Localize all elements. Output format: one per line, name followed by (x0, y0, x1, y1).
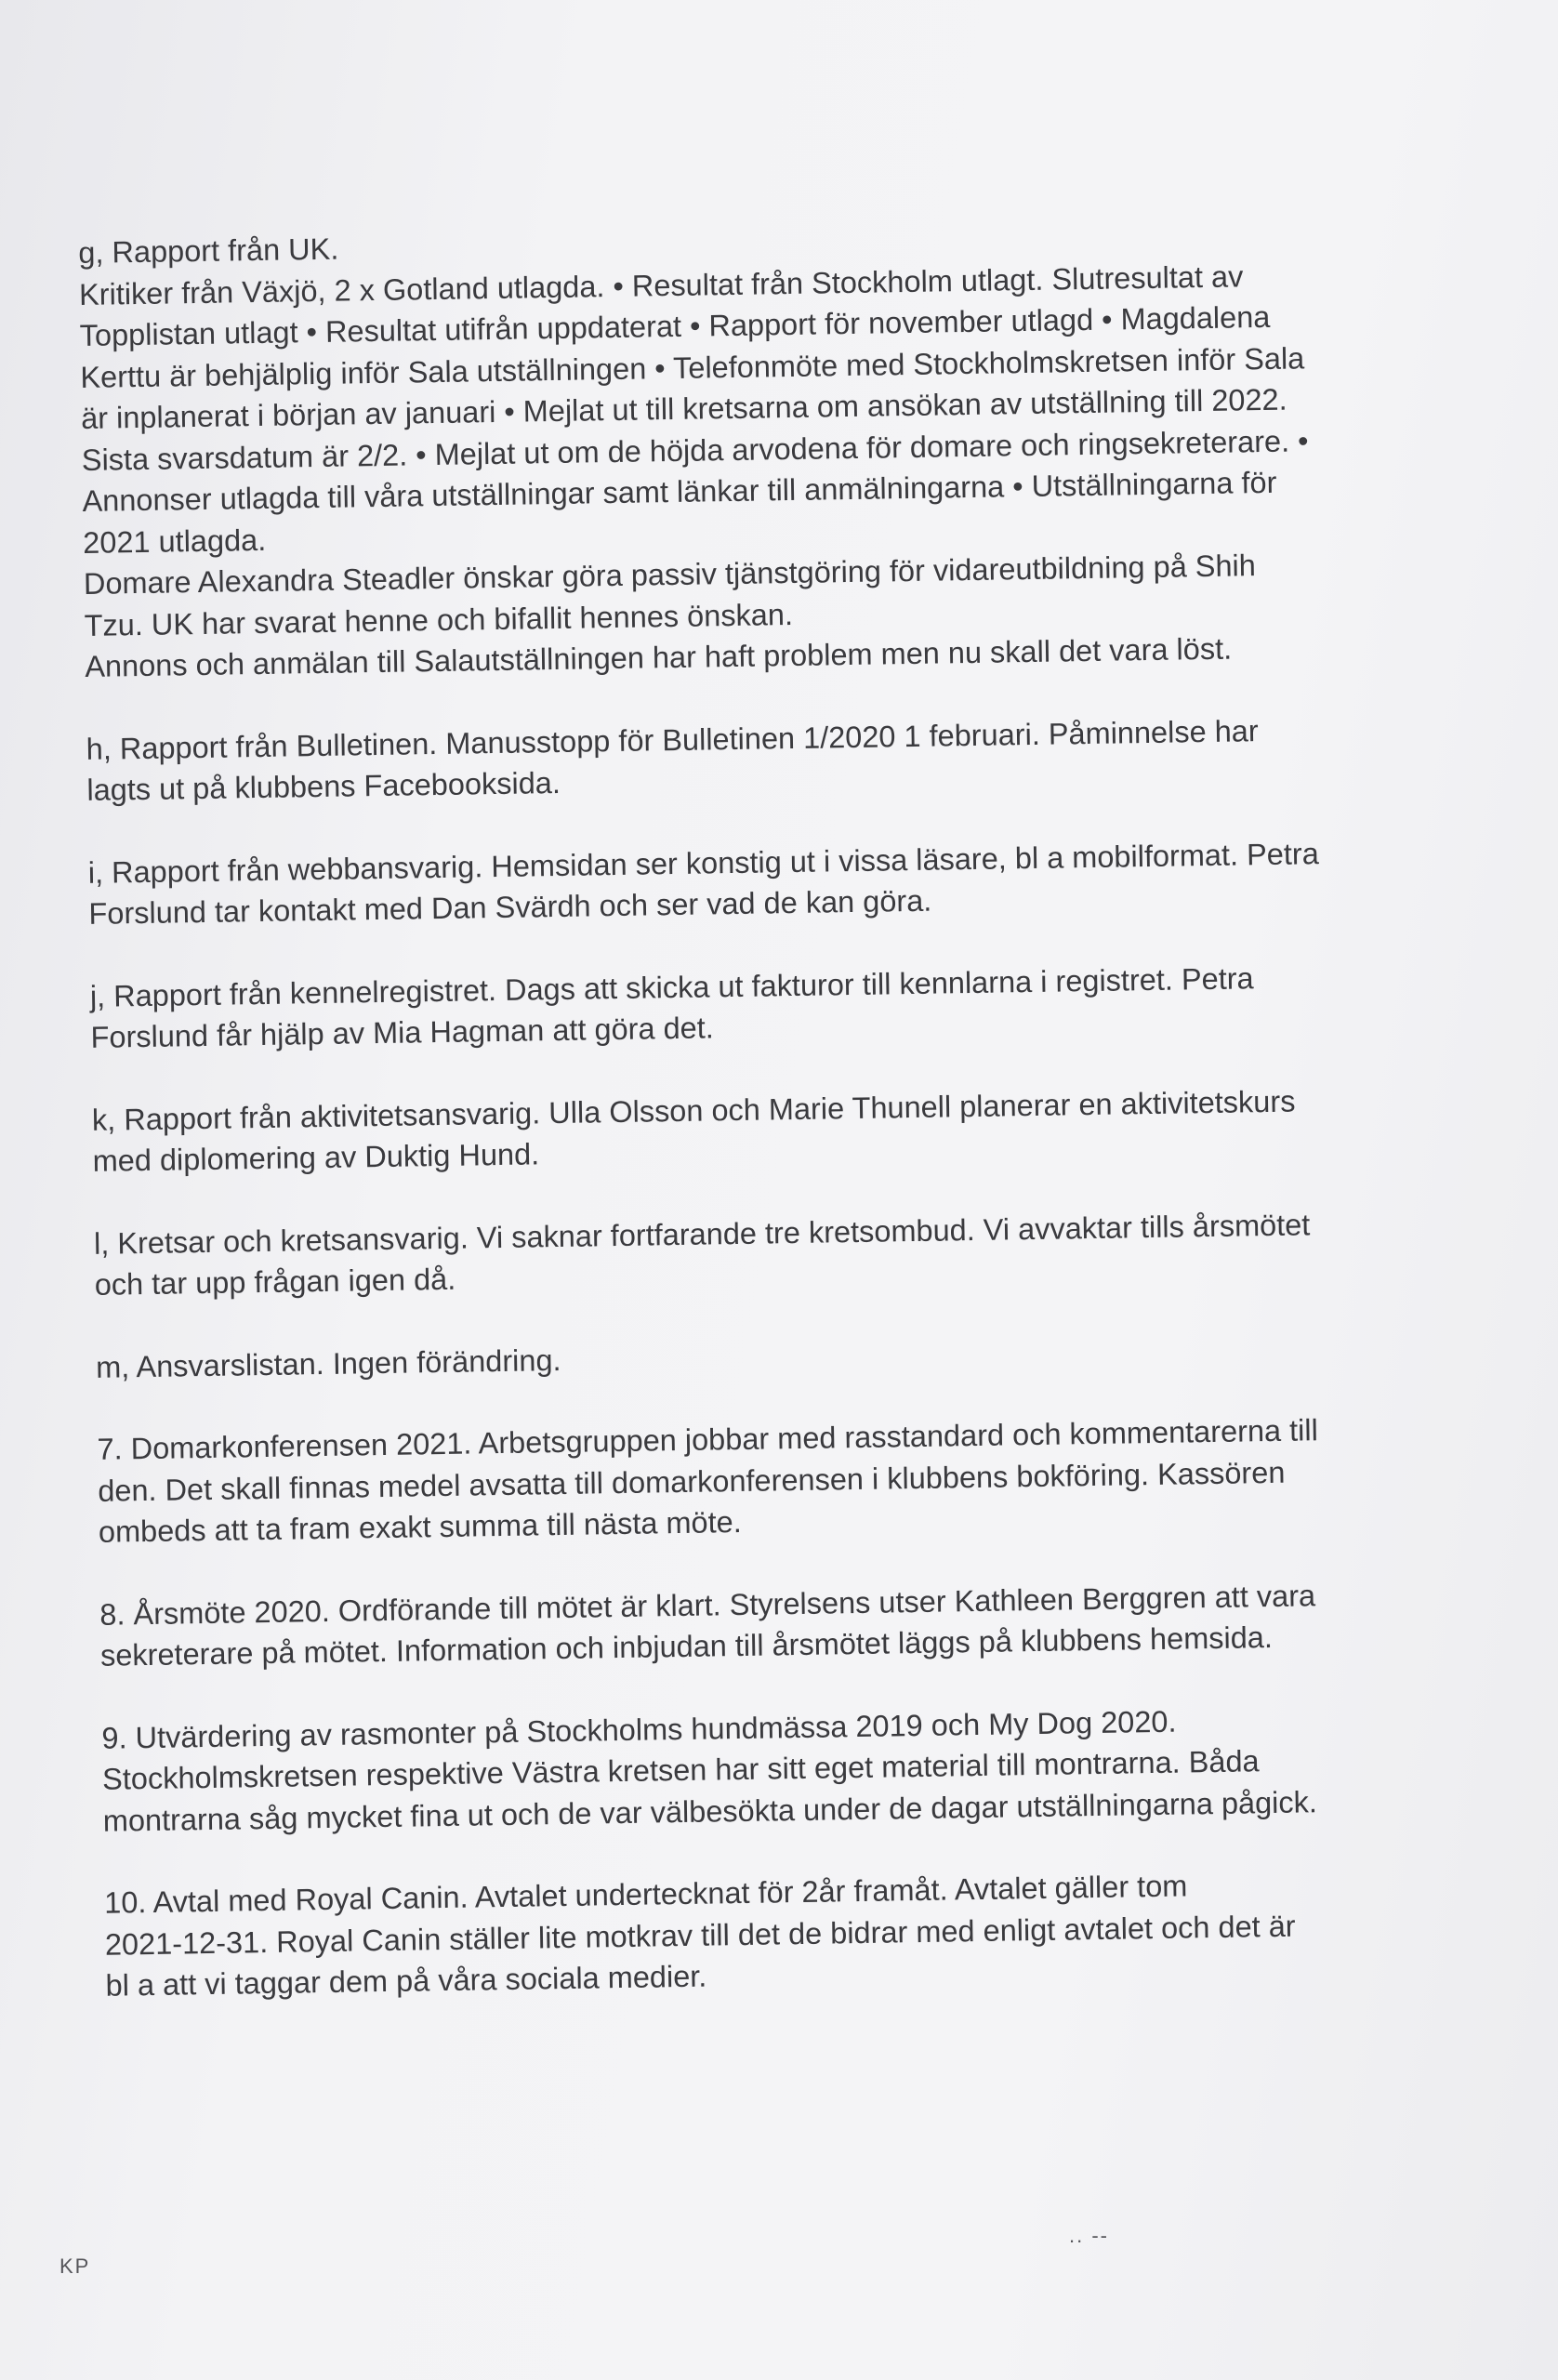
paragraph-line: och tar upp frågan igen då. (94, 1262, 456, 1302)
paragraph-line: 9. Utvärdering av rasmonter på Stockholms hundmässa 2019 och My Dog 2020. (101, 1704, 1177, 1755)
paragraph-line: Annons och anmälan till Salautställningen har haft problem men nu skall det vara löst. (85, 631, 1233, 683)
paragraph-line: h, Rapport från Bulletinen. Manusstopp för Bulletinen 1/2020 1 februari. Påminnelse har (86, 713, 1259, 766)
section-7-judges-conference (97, 1408, 1446, 1553)
paragraph-line: l, Kretsar och kretsansvarig. Vi saknar fortfarande tre kretsombud. Vi avvaktar tills årsmötet (93, 1207, 1311, 1261)
paragraph-line: k, Rapport från aktivitetsansvarig. Ulla Olsson och Marie Thunell planerar en aktivitetskurs (91, 1084, 1296, 1137)
paragraph-line: bl a att vi taggar dem på våra sociala medier. (105, 1959, 707, 2003)
paragraph-line: Topplistan utlagt • Resultat utifrån uppdaterat • Rapport för november utlagd • Magdalena (79, 299, 1271, 352)
paragraph-line: montrarna såg mycket fina ut och de var välbesökta under de dagar utställningarna pågick. (102, 1784, 1318, 1838)
paragraph-line: ombeds att ta fram exakt summa till nästa möte. (98, 1504, 742, 1549)
paragraph-line: Tzu. UK har svarat henne och bifallit hennes önskan. (84, 597, 794, 642)
paragraph-line: Annonser utlagda till våra utställningar samt länkar till anmälningarna • Utställningarna för (82, 465, 1277, 518)
paragraph-line: sekreterare på mötet. Information och inbjudan till årsmötet läggs på klubbens hemsida. (99, 1620, 1274, 1673)
footer-initials-right: .. -- (1069, 2224, 1109, 2247)
paragraph-line: Kerttu är behjälplig inför Sala utställningen • Telefonmöte med Stockholmskretsen inför Sala (80, 340, 1305, 394)
section-9-evaluation (101, 1697, 1451, 1842)
paragraph-line: lagts ut på klubbens Facebooksida. (86, 765, 561, 807)
section-8-annual-meeting (99, 1573, 1448, 1677)
paragraph-line: 2021-12-31. Royal Canin ställer lite motkrav till det de bidrar med enligt avtalet och det är (104, 1909, 1296, 1962)
paragraph-line: Forslund får hjälp av Mia Hagman att göra det. (90, 1011, 715, 1054)
section-10-royal-canin (104, 1861, 1454, 2006)
paragraph-line: 7. Domarkonferensen 2021. Arbetsgruppen jobbar med rasstandard och kommentarerna till (97, 1413, 1319, 1466)
paragraph-line: 2021 utlagda. (82, 522, 267, 560)
footer-initials-left: KP (59, 2254, 91, 2278)
section-j-report-kennel (90, 955, 1439, 1059)
paragraph-line: Stockholmskretsen respektive Västra kretsen har sitt eget material till montrarna. Båda (101, 1744, 1260, 1796)
paragraph-line: den. Det skall finnas medel avsatta till domarkonferensen i klubbens bokföring. Kassören (97, 1455, 1286, 1508)
paragraph-line: är inplanerat i början av januari • Mejlat ut till kretsarna om ansökan av utställning till 2022. (80, 382, 1287, 435)
section-h-report-bulletin (86, 707, 1434, 812)
section-i-report-web (87, 831, 1436, 935)
paragraph-line: g, Rapport från UK. (78, 231, 339, 270)
paragraph-line: Forslund tar kontakt med Dan Svärdh och ser vad de kan göra. (88, 883, 932, 931)
paragraph-line: med diplomering av Duktig Hund. (92, 1137, 540, 1178)
paragraph-line: m, Ansvarslistan. Ingen förändring. (95, 1342, 561, 1384)
paragraph-line: Kritiker från Växjö, 2 x Gotland utlagda. • Resultat från Stockholm utlagt. Slutresultat av (78, 258, 1244, 311)
section-k-report-activity (92, 1078, 1441, 1183)
paragraph-line: 10. Avtal med Royal Canin. Avtalet undertecknat för 2år framåt. Avtalet gäller tom (103, 1869, 1188, 1920)
paragraph-line: Domare Alexandra Steadler önskar göra passiv tjänstgöring för vidareutbildning på Shih (83, 549, 1257, 601)
section-l-districts (94, 1202, 1443, 1306)
section-g-report-uk (78, 211, 1433, 687)
paragraph-line: 8. Årsmöte 2020. Ordförande till mötet är klart. Styrelsens utser Kathleen Berggren att vara (99, 1578, 1316, 1632)
document-body (78, 211, 1454, 2006)
paragraph-line: i, Rapport från webbansvarig. Hemsidan ser konstig ut i vissa läsare, bl a mobilformat. Petra (87, 836, 1319, 890)
paragraph-line: Sista svarsdatum är 2/2. • Mejlat ut om de höjda arvodena för domare och ringsekreterare. • (81, 423, 1309, 477)
paragraph-line: j, Rapport från kennelregistret. Dags att skicka ut fakturor till kennlarna i registret. Petra (89, 960, 1254, 1013)
section-m-responsibility-list (96, 1326, 1445, 1388)
